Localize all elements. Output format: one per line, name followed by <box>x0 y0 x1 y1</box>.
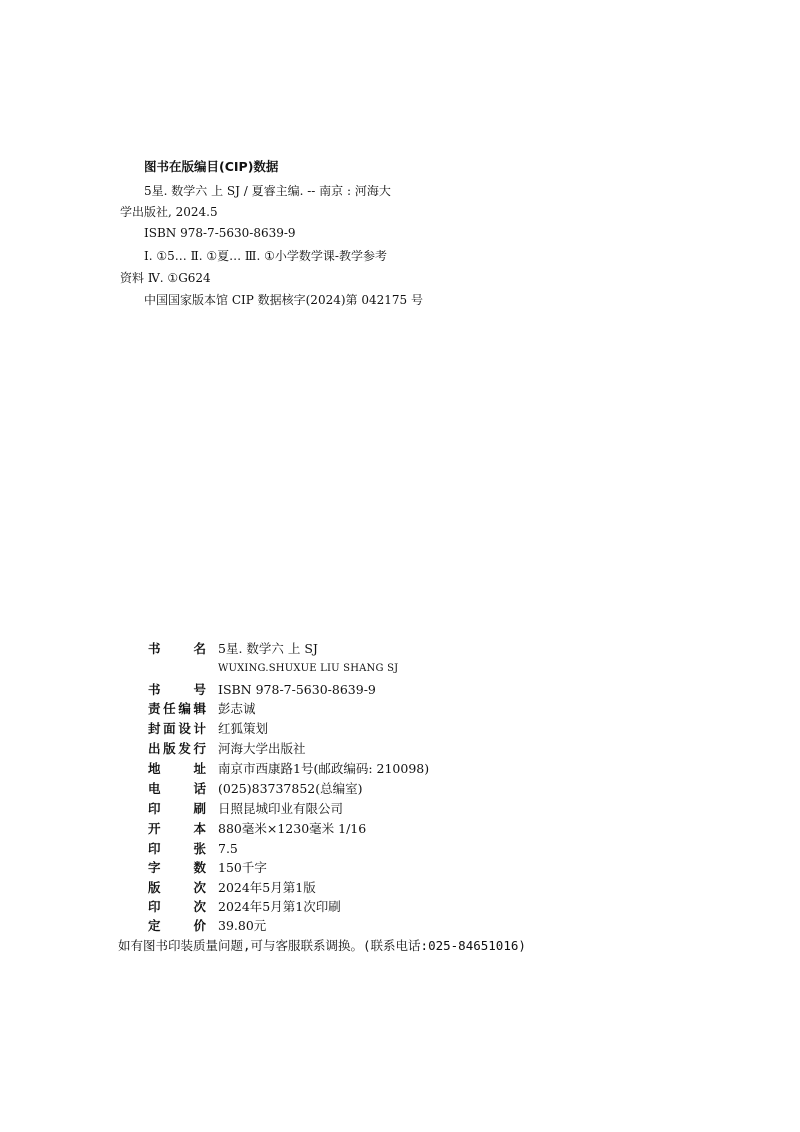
imprint-value: 日照昆城印业有限公司 <box>218 801 344 816</box>
imprint-value: 红狐策划 <box>218 721 269 736</box>
imprint-label: 印次 <box>148 899 206 914</box>
imprint-value: 7.5 <box>218 841 238 856</box>
imprint-value: 彭志诚 <box>218 701 256 716</box>
imprint-label: 开本 <box>148 821 206 836</box>
imprint-row-book-name <box>148 640 568 660</box>
imprint-row-price <box>148 917 568 937</box>
imprint-row-address <box>148 760 568 780</box>
imprint-value: 5星. 数学六 上 SJ <box>218 641 318 656</box>
imprint-value: 2024年5月第1次印刷 <box>218 899 341 914</box>
imprint-row-phone <box>148 780 568 800</box>
cip-line: 5星. 数学六 上 SJ / 夏睿主编. -- 南京 : 河海大 <box>144 184 391 198</box>
cip-line: 学出版社, 2024.5 <box>120 205 218 219</box>
imprint-row-book-name-pinyin <box>148 660 568 680</box>
imprint-label: 版次 <box>148 880 206 895</box>
imprint-label: 地址 <box>148 761 206 776</box>
cip-record-number: 中国国家版本馆 CIP 数据核字(2024)第 042175 号 <box>144 293 423 307</box>
imprint-label: 电话 <box>148 781 206 796</box>
imprint-label: 出版发行 <box>148 741 206 756</box>
imprint-label: 书名 <box>148 641 206 656</box>
imprint-row-editor <box>148 700 568 720</box>
imprint-value: ISBN 978-7-5630-8639-9 <box>218 682 376 697</box>
imprint-row-printer <box>148 800 568 820</box>
imprint-row-cover <box>148 720 568 740</box>
imprint-label: 字数 <box>148 860 206 875</box>
service-notice: 如有图书印装质量问题,可与客服联系调换。(联系电话:025-84651016) <box>118 938 526 953</box>
imprint-row-isbn <box>148 681 568 701</box>
imprint-row-words <box>148 859 568 879</box>
imprint-value: 39.80元 <box>218 918 267 933</box>
cip-title: 图书在版编目(CIP)数据 <box>144 159 279 174</box>
imprint-value: 南京市西康路1号(邮政编码: 210098) <box>218 761 430 776</box>
imprint-row-sheets <box>148 840 568 860</box>
imprint-pinyin: WUXING.SHUXUE LIU SHANG SJ <box>218 663 399 674</box>
cip-isbn-line: ISBN 978-7-5630-8639-9 <box>144 226 296 240</box>
imprint-label: 封面设计 <box>148 721 206 736</box>
imprint-label: 印刷 <box>148 801 206 816</box>
imprint-value: 河海大学出版社 <box>218 741 306 756</box>
imprint-value: 150千字 <box>218 860 267 875</box>
imprint-value: 2024年5月第1版 <box>218 880 316 895</box>
cip-line: Ⅰ. ①5… Ⅱ. ①夏… Ⅲ. ①小学数学课-教学参考 <box>144 249 387 263</box>
cip-line: 资料 Ⅳ. ①G624 <box>120 271 211 285</box>
imprint-row-publisher <box>148 740 568 760</box>
imprint-value: 880毫米×1230毫米 1/16 <box>218 821 367 836</box>
imprint-row-format <box>148 820 568 840</box>
imprint-label: 印张 <box>148 841 206 856</box>
imprint-label: 责任编辑 <box>148 701 206 716</box>
imprint-value: (025)83737852(总编室) <box>218 781 363 796</box>
imprint-row-edition <box>148 879 568 899</box>
imprint-row-printing <box>148 898 568 918</box>
imprint-label: 书号 <box>148 682 206 697</box>
imprint-label: 定价 <box>148 918 206 933</box>
